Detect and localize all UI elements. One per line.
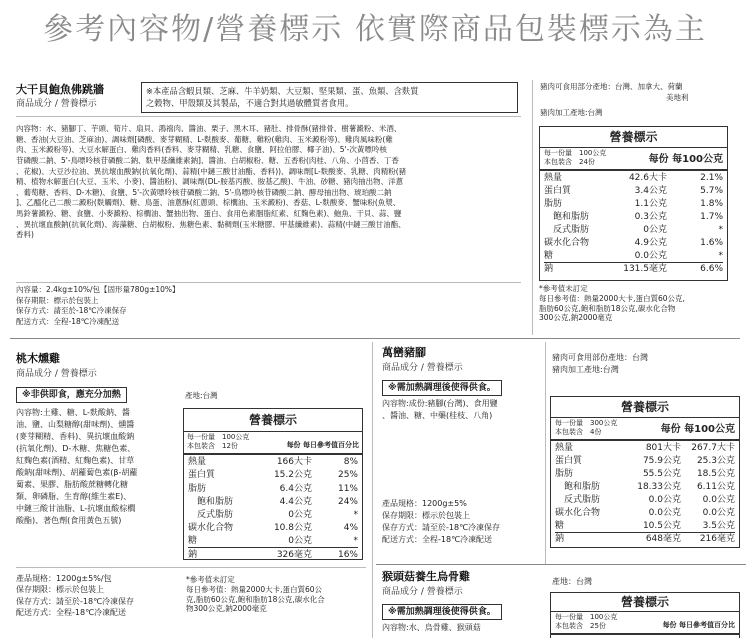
- nutrition-row: [544, 185, 723, 198]
- nutrition-row: [544, 237, 723, 250]
- nutrient-name: 脂肪: [555, 469, 574, 480]
- nutrient-value: 0.0公克: [634, 250, 667, 261]
- nutrition-row: [555, 442, 735, 455]
- ingredients: 內容物:成份:豬腳(台灣)、食用鹽 、醬油、糖、中藥(桂枝、八角): [382, 399, 498, 420]
- nutrient-name: 脂肪: [188, 483, 207, 494]
- product-name: 桃木燻雞: [16, 352, 60, 365]
- nutrition-row: [555, 533, 735, 546]
- page-title: 參考內容物/營養標示 依實際商品包裝標示為主: [43, 12, 707, 47]
- nutrition-title: 營養標示: [540, 127, 727, 148]
- nutrient-value: 0公克: [288, 509, 312, 520]
- nutrient-name: 蛋白質: [555, 456, 583, 467]
- nutrition-row: [555, 481, 735, 494]
- nutrient-percent: 18.5公克: [696, 469, 735, 480]
- nutrition-row: [544, 263, 723, 276]
- product-specs: 產品規格：1200g±5% 保存期限：標示於包裝上 保存方式：請至於-18℃冷凍保存 配送方式：全程-18℃冷凍配送: [382, 499, 501, 544]
- nutrient-value: 648毫克: [645, 534, 681, 545]
- nutrient-name: 反式脂肪: [197, 509, 234, 520]
- nutrient-name: 碳水化合物: [555, 508, 601, 519]
- origin-info: 豬肉可食用部分產地：台灣、加拿大、荷蘭 美地利 豬肉加工產地:台灣: [540, 82, 689, 118]
- nutrient-value: 0公克: [288, 535, 312, 546]
- nutrient-percent: 24%: [337, 496, 358, 507]
- nutrient-value: 3.4公克: [634, 186, 667, 197]
- nutrition-header: 每份 每日參考值百分比: [662, 621, 735, 630]
- nutrient-percent: *: [353, 509, 358, 520]
- nutrient-value: 0.0公克: [648, 495, 681, 506]
- nutrient-name: 碳水化合物: [544, 238, 590, 249]
- nutrient-name: 脂肪: [544, 199, 563, 210]
- nutrient-name: 飽和脂肪: [564, 482, 601, 493]
- origin-info: 產地：台灣: [552, 577, 592, 586]
- nutrient-name: 蛋白質: [188, 470, 216, 481]
- nutrition-row: [188, 482, 358, 495]
- allergen-notice: [141, 82, 518, 113]
- nutrient-percent: 2.1%: [700, 173, 723, 184]
- nutrient-percent: 5.7%: [700, 186, 723, 197]
- nutrient-value: 1.1公克: [634, 199, 667, 210]
- nutrient-percent: 1.7%: [700, 212, 723, 223]
- nutrition-header: 每份 每100公克: [648, 154, 723, 166]
- product-subtitle: 商品成分 / 營養標示: [382, 587, 463, 597]
- nutrient-percent: 3.5公克: [702, 520, 735, 531]
- nutrient-percent: 8%: [343, 457, 358, 468]
- nutrient-name: 反式脂肪: [553, 225, 590, 236]
- nutrition-header: 每份 每日參考值百分比: [286, 441, 359, 450]
- nutrition-row: [544, 211, 723, 224]
- nutrient-percent: 267.7大卡: [691, 443, 735, 454]
- nutrient-percent: 1.6%: [700, 238, 723, 249]
- nutrition-row: [544, 198, 723, 211]
- origin-info: 產地:台灣: [185, 391, 218, 400]
- product-specs: 產品規格：1200g±5%/包 保存期限：標示於包裝上 保存方式：請至於-18℃冷凍保存 配送方式：全程-18℃冷凍配送: [16, 574, 135, 618]
- nutrition-title: 營養標示: [551, 397, 739, 418]
- product-subtitle: 商品成分 / 營養標示: [16, 369, 97, 379]
- nutrient-name: 鈉: [188, 549, 198, 560]
- nutrient-value: 10.8公克: [273, 523, 312, 534]
- nutrient-value: 4.9公克: [634, 238, 667, 249]
- nutrient-value: 10.5公克: [642, 520, 681, 531]
- nutrient-percent: 216毫克: [699, 534, 735, 545]
- nutrition-row: [188, 508, 358, 521]
- nutrient-value: 801大卡: [645, 443, 681, 454]
- nutrient-percent: *: [718, 225, 723, 236]
- nutrition-row: [555, 455, 735, 468]
- nutrient-percent: 6.11公克: [696, 482, 735, 493]
- nutrition-table: 營養標示 每一份量 100公克 本包裝含 24份 每份 每100公克 熱量 42.6大卡 2.1% 蛋白質 3.4公克 5.7% 脂肪 1.1公克 1.8% 飽和脂肪 0.3公克 1.7% 反式脂肪 0公克 * 碳水化合物 4.9公克 1.6% 糖 0.0公克 * 鈉 131.5毫克 6.6%: [539, 126, 728, 281]
- nutrient-name: 鈉: [555, 534, 565, 545]
- nutrient-value: 55.5公克: [642, 469, 681, 480]
- nutrition-row: [544, 224, 723, 237]
- ingredients: 內容物：水、豬腳丁、芋頭、筍片、扇貝、鴻禧肉、醬油、栗子、黑木耳、豬肚、排骨酥(豬排骨、樹薯澱粉、米酒、 糖、香油(大豆油、芝麻油)、調味劑[磷酸、麥芽糊精、L-麩酸麥、葡糖、雞粉(雞肉、玉米澱粉等)、雞肉風味粉(雞 肉、玉米澱粉等)、大豆水解蛋白、雞肉香料(香料、麥芽糊精、乳糖、食鹽、阿拉伯膠、椰子油)、5'-次黃嘌呤核 苷磷酸二鈉、5'-鳥嘌呤核苷磷酸二鈉、麩甲基纖維素鈉]、醬油、白胡椒粉、糖、五香粉(肉桂、八角、小茴香、丁香 、花椒)、大豆沙拉油、異抗壞血酸鈉(抗氧化劑)、蒜精(中鏈三酸甘油酯、香料))、調味劑[L-麩酸麥、乳糖、肉精粉(豬 精、植物水解蛋白(大豆、玉米、小麥)、醬油粉)、調味劑(DL-胺基丙酸、胺基乙酸)、牛油、砂糖、豬肉抽出物、洋蔥 、葡萄糖、香料、D-木糖)、食鹽、5'-次黃嘌呤核苷磷酸二鈉、5'-鳥嘌呤核苷磷酸二鈉、酵母抽出物、琥珀酸二鈉 ]、乙醯化己二酸二澱粉(麩觸劑)、糖、鳥蛋、油蔥酥(紅蔥頭、棕櫚油、玉米澱粉)、香菇、L-麩酸麥、蟹味粉(魚漿、 馬鈴薯澱粉、糖、食鹽、小麥澱粉、棕櫚油、蟹抽出物、蛋白、食用色素胭脂紅素、紅麴色素)、鮑魚、干貝、蒜、鹽 、異抗壞血酸鈉(抗氧化劑)、海藻糖、白胡椒粉、焦糖色素、黏稠劑(玉米糖膠、甲基纖維素)、蒜精(中鏈三酸甘油酯、 香料): [16, 124, 407, 240]
- nutrient-percent: 6.6%: [700, 264, 723, 275]
- nutrition-row: [544, 250, 723, 263]
- nutrition-note: *參考值未訂定 每日參考值：熱量2000大卡,蛋白質60公 克,脂肪60公克,飽和脂肪18公克,碳水化合 物300公克,鈉2000毫克: [186, 575, 325, 614]
- product-subtitle: 商品成分 / 營養標示: [16, 99, 97, 109]
- nutrition-row: [188, 548, 358, 561]
- nutrient-name: 熱量: [544, 173, 563, 184]
- nutrient-percent: 0.0公克: [702, 508, 735, 519]
- nutrition-row: [555, 494, 735, 507]
- nutrient-value: 42.6大卡: [628, 173, 667, 184]
- heating-warning: ※需加熱調理後使得供食。: [382, 380, 502, 396]
- nutrient-name: 蛋白質: [544, 186, 572, 197]
- nutrition-row: [188, 469, 358, 482]
- nutrient-value: 75.9公克: [642, 456, 681, 467]
- nutrient-value: 18.33公克: [637, 482, 681, 493]
- heating-warning: ※非供即食，應充分加熱: [16, 387, 127, 403]
- nutrition-row: [555, 468, 735, 481]
- nutrient-name: 飽和脂肪: [197, 496, 234, 507]
- nutrition-row: [188, 456, 358, 469]
- nutrition-table: 營養標示 每一份量 300公克 本包裝含 4份 每份 每100公克 熱量 801大卡 267.7大卡 蛋白質 75.9公克 25.3公克 脂肪 55.5公克 18.5公克 飽和脂肪 18.33公克 6.11公克 反式脂肪 0.0公克 0.0公克 碳水化合物 0.0公克 0.0公克 糖 10.5公克 3.5公克 鈉 648毫克 216毫克: [550, 396, 740, 548]
- nutrient-percent: 11%: [337, 483, 358, 494]
- nutrient-value: 326毫克: [276, 549, 312, 560]
- nutrient-percent: 25.3公克: [696, 456, 735, 467]
- nutrient-percent: 16%: [337, 549, 358, 560]
- nutrition-row: [544, 172, 723, 185]
- nutrient-name: 糖: [188, 535, 198, 546]
- nutrition-table: 營養標示 每一份量 100公克 本包裝含 12份 每份 每日參考值百分比 熱量 166大卡 8% 蛋白質 15.2公克 25% 脂肪 6.4公克 11% 飽和脂肪 4.4公克 24% 反式脂肪 0公克 * 碳水化合物 10.8公克 4% 糖 0公克 * 鈉 326毫克 16%: [183, 408, 363, 560]
- nutrient-value: 4.4公克: [279, 496, 312, 507]
- nutrition-title: 營養標示: [551, 593, 739, 612]
- nutrient-percent: 25%: [337, 470, 358, 481]
- nutrient-value: 15.2公克: [273, 470, 312, 481]
- nutrient-name: 飽和脂肪: [553, 212, 590, 223]
- nutrition-table: 營養標示 每一份量 100公克 本包裝含 25份 每份 每日參考值百分比: [550, 592, 740, 638]
- nutrition-note: *參考值未訂定 每日參考值：熱量2000大卡,蛋白質60公克, 脂肪60公克,飽和脂肪18公克,碳水化合物 300公克,鈉2000毫克: [539, 284, 685, 323]
- nutrition-title: 營養標示: [184, 409, 362, 432]
- nutrition-row: [188, 535, 358, 548]
- nutrition-row: [188, 522, 358, 535]
- nutrient-name: 糖: [555, 520, 565, 531]
- nutrient-percent: *: [718, 250, 723, 261]
- ingredients: 內容物:水、烏骨雞、猴頭菇: [382, 623, 481, 632]
- nutrition-row: [188, 495, 358, 508]
- nutrient-value: 0公克: [643, 225, 667, 236]
- ingredients: 內容物:土雞、糖、L-麩酸鈉、醬 油、鹽、山梨糖醇(甜味劑)、燻醬 (麥芽糊精、香料)、異抗壞血酸鈉 (抗氧化劑)、D-木糖、焦糖色素、 紅麴色素(酒精、紅麴色素)、甘草 酸鈉(甜味劑)、胡蘿蔔色素(β-胡蘿 蔔素、果膠、脂肪酸蔗糖轉化糖 類、卵磷脂、生育醇(維生素E)、 中鏈三酸甘油脂、L-抗壞血酸棕櫚 酸酯)、著色劑(食用黃色五號): [16, 408, 138, 525]
- nutrient-name: 熱量: [555, 443, 574, 454]
- nutrient-name: 鈉: [544, 264, 554, 275]
- nutrition-header: 每份 每100公克: [660, 424, 735, 436]
- nutrition-row: [555, 520, 735, 533]
- nutrient-name: 熱量: [188, 457, 207, 468]
- allergen-line: ※本產品含蝦貝類、芝麻、牛羊奶類、大豆類、堅果類、蛋、魚類、含麩質: [146, 86, 419, 96]
- allergen-line: 之穀物、甲殼類及其製品，不適合對其過敏體質者食用。: [146, 98, 354, 109]
- nutrient-value: 6.4公克: [279, 483, 312, 494]
- nutrient-value: 0.0公克: [648, 508, 681, 519]
- nutrient-percent: *: [353, 535, 358, 546]
- heating-warning: ※需加熱調理後使得供食。: [382, 604, 502, 620]
- product-specs: 內容量：2.4kg±10%/包【固形量780g±10%】 保存期限：標示於包裝上 保存方式：請至於-18℃冷凍保存 配送方式：全程-18℃冷凍配送: [16, 285, 180, 326]
- product-name: 萬巒豬腳: [382, 346, 426, 359]
- nutrient-percent: 4%: [343, 523, 358, 534]
- product-subtitle: 商品成分 / 營養標示: [382, 363, 463, 373]
- product-name: 猴頭菇養生烏骨雞: [382, 570, 470, 583]
- nutrient-percent: 1.8%: [700, 199, 723, 210]
- nutrient-value: 166大卡: [276, 457, 312, 468]
- origin-info: 豬肉可食用部份產地：台灣 豬肉加工產地:台灣: [552, 353, 648, 374]
- nutrient-name: 反式脂肪: [564, 495, 601, 506]
- product-name: 大干貝鮑魚佛跳牆: [16, 83, 104, 96]
- nutrient-name: 糖: [544, 250, 554, 261]
- nutrient-value: 131.5毫克: [623, 264, 667, 275]
- nutrient-name: 碳水化合物: [188, 523, 234, 534]
- nutrition-row: [555, 507, 735, 520]
- nutrient-percent: 0.0公克: [702, 495, 735, 506]
- nutrient-value: 0.3公克: [634, 212, 667, 223]
